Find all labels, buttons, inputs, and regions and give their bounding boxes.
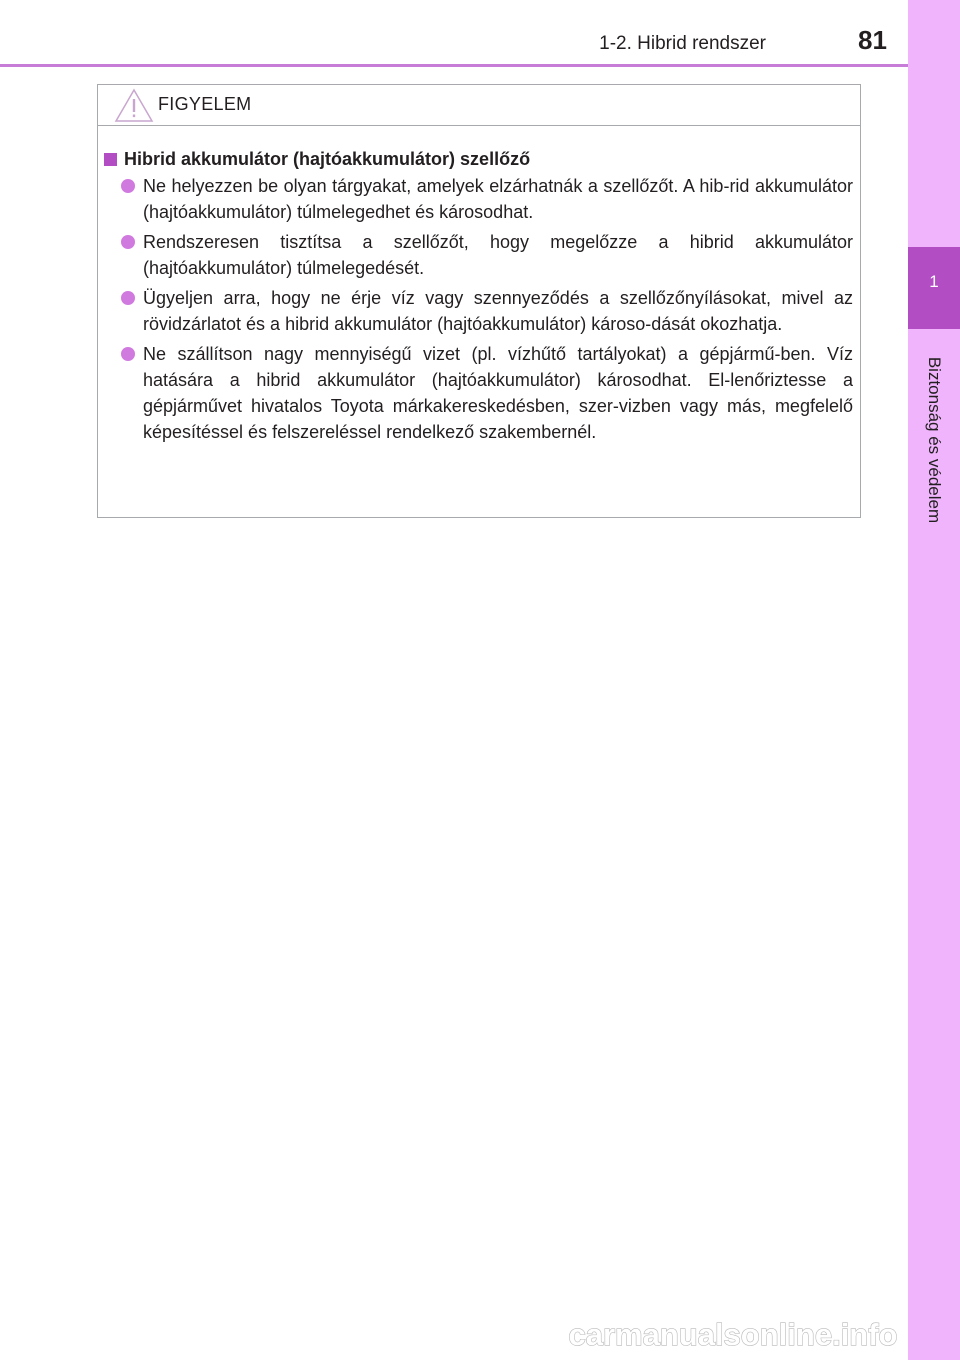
list-item <box>104 285 853 337</box>
list-item-text: Ne helyezzen be olyan tárgyakat, amelyek elzárhatnák a szellőzőt. A hib-rid akkumulátor (hajtóakkumulátor) túlmelegedhet és károsodhat. <box>143 176 853 222</box>
warning-header <box>98 85 860 126</box>
list-item-text: Rendszeresen tisztítsa a szellőzőt, hogy megelőzze a hibrid akkumulátor (hajtóakkumulátor) túlmelegedését. <box>143 232 853 278</box>
subheading-text: Hibrid akkumulátor (hajtóakkumulátor) szellőző <box>124 149 531 169</box>
section-title: 1-2. Hibrid rendszer <box>599 33 766 54</box>
warning-label: FIGYELEM <box>158 94 252 114</box>
warning-box <box>97 84 861 518</box>
side-tab-strip <box>908 0 960 1360</box>
page-number: 81 <box>858 25 887 55</box>
list-item <box>104 229 853 281</box>
bullet-dot-icon <box>121 179 135 193</box>
chapter-title: Biztonság és védelem <box>925 356 944 524</box>
warning-subheading <box>104 146 853 172</box>
watermark-text: carmanualsonline.info <box>568 1317 898 1352</box>
list-item <box>104 173 853 225</box>
list-item <box>104 341 853 445</box>
bullet-dot-icon <box>121 235 135 249</box>
warning-triangle-icon <box>114 88 154 123</box>
header-rule <box>0 64 908 67</box>
bullet-dot-icon <box>121 347 135 361</box>
square-bullet-icon <box>104 153 117 166</box>
list-item-text: Ügyeljen arra, hogy ne érje víz vagy szennyeződés a szellőzőnyílásokat, mivel az rövidzárlatot és a hibrid akkumulátor (hajtóakkumulátor) károso-dását okozhatja. <box>143 288 853 334</box>
bullet-dot-icon <box>121 291 135 305</box>
chapter-number: 1 <box>929 272 939 291</box>
watermark-logo <box>558 1315 908 1355</box>
warning-body <box>104 146 853 445</box>
list-item-text: Ne szállítson nagy mennyiségű vizet (pl. vízhűtő tartályokat) a gépjármű-ben. Víz hatására a hibrid akkumulátor (hajtóakkumulátor) károsodhat. El-lenőriztesse a gépjárművet hivatalos Toyota márkakereskedésben, szer-vizben vagy más, megfelelő képesítéssel és felszereléssel rendelkező szakembernél. <box>143 344 853 442</box>
